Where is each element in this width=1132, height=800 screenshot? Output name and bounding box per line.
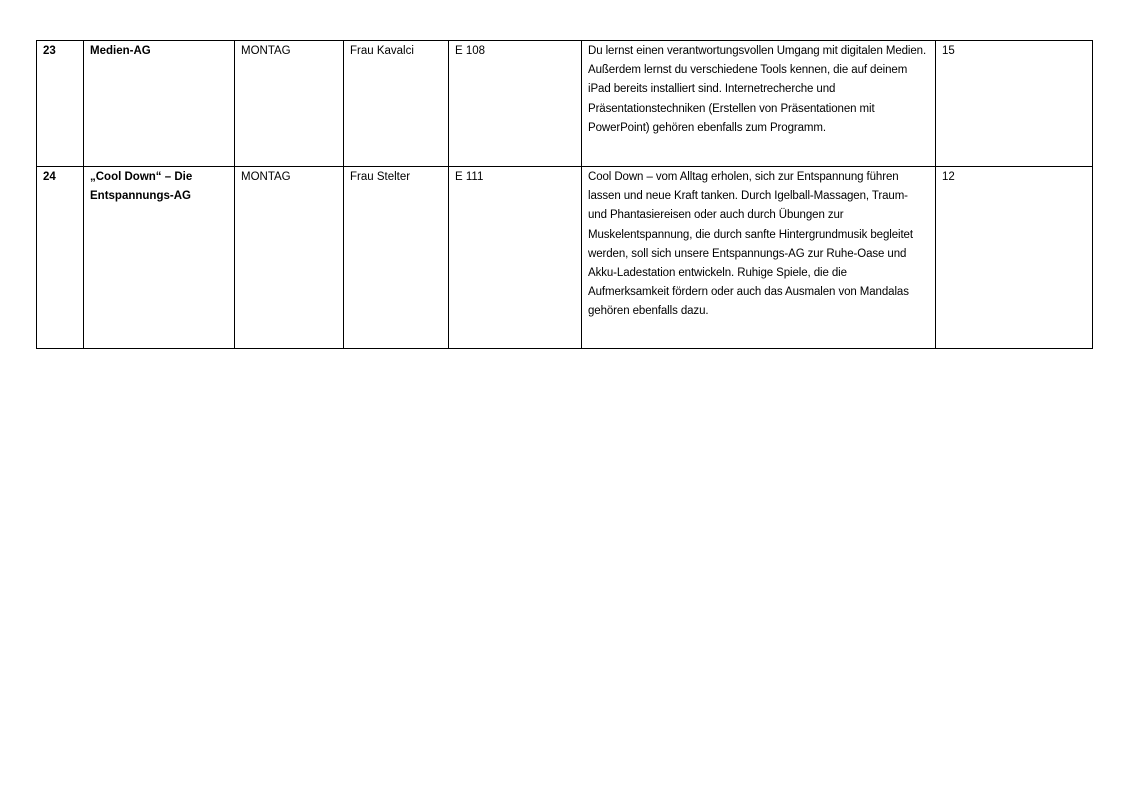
ag-participant-count: 15 <box>936 41 1093 167</box>
ag-teacher: Frau Stelter <box>344 167 449 349</box>
ag-description: Cool Down – vom Alltag erholen, sich zur Entspannung führen lassen und neue Kraft tanken. Durch Igelball-Massagen, Traum- und Phantasiereisen oder auch durch Übungen zur Muskelentspannung, die durch sanfte Hintergrundmusik begleitet werden, soll sich unsere Entspannungs-AG zur Ruhe-Oase und Akku-Ladestation entwickeln. Ruhige Spiele, die die Aufmerksamkeit fördern oder auch das Ausmalen von Mandalas gehören ebenfalls dazu. <box>582 167 936 349</box>
ag-day: MONTAG <box>235 41 344 167</box>
ag-description: Du lernst einen verantwortungsvollen Umgang mit digitalen Medien. Außerdem lernst du verschiedene Tools kennen, die auf deinem iPad bereits installiert sind. Internetrecherche und Präsentationstechniken (Erstellen von Präsentationen mit PowerPoint) gehören ebenfalls zum Programm. <box>582 41 936 167</box>
ag-table <box>36 40 1093 349</box>
ag-number: 24 <box>37 167 84 349</box>
ag-room: E 108 <box>449 41 582 167</box>
ag-number: 23 <box>37 41 84 167</box>
table-row <box>37 41 1093 167</box>
ag-day: MONTAG <box>235 167 344 349</box>
ag-teacher: Frau Kavalci <box>344 41 449 167</box>
ag-title: Medien-AG <box>84 41 235 167</box>
ag-title: „Cool Down“ – Die Entspannungs-AG <box>84 167 235 349</box>
ag-participant-count: 12 <box>936 167 1093 349</box>
ag-room: E 111 <box>449 167 582 349</box>
table-row <box>37 167 1093 349</box>
